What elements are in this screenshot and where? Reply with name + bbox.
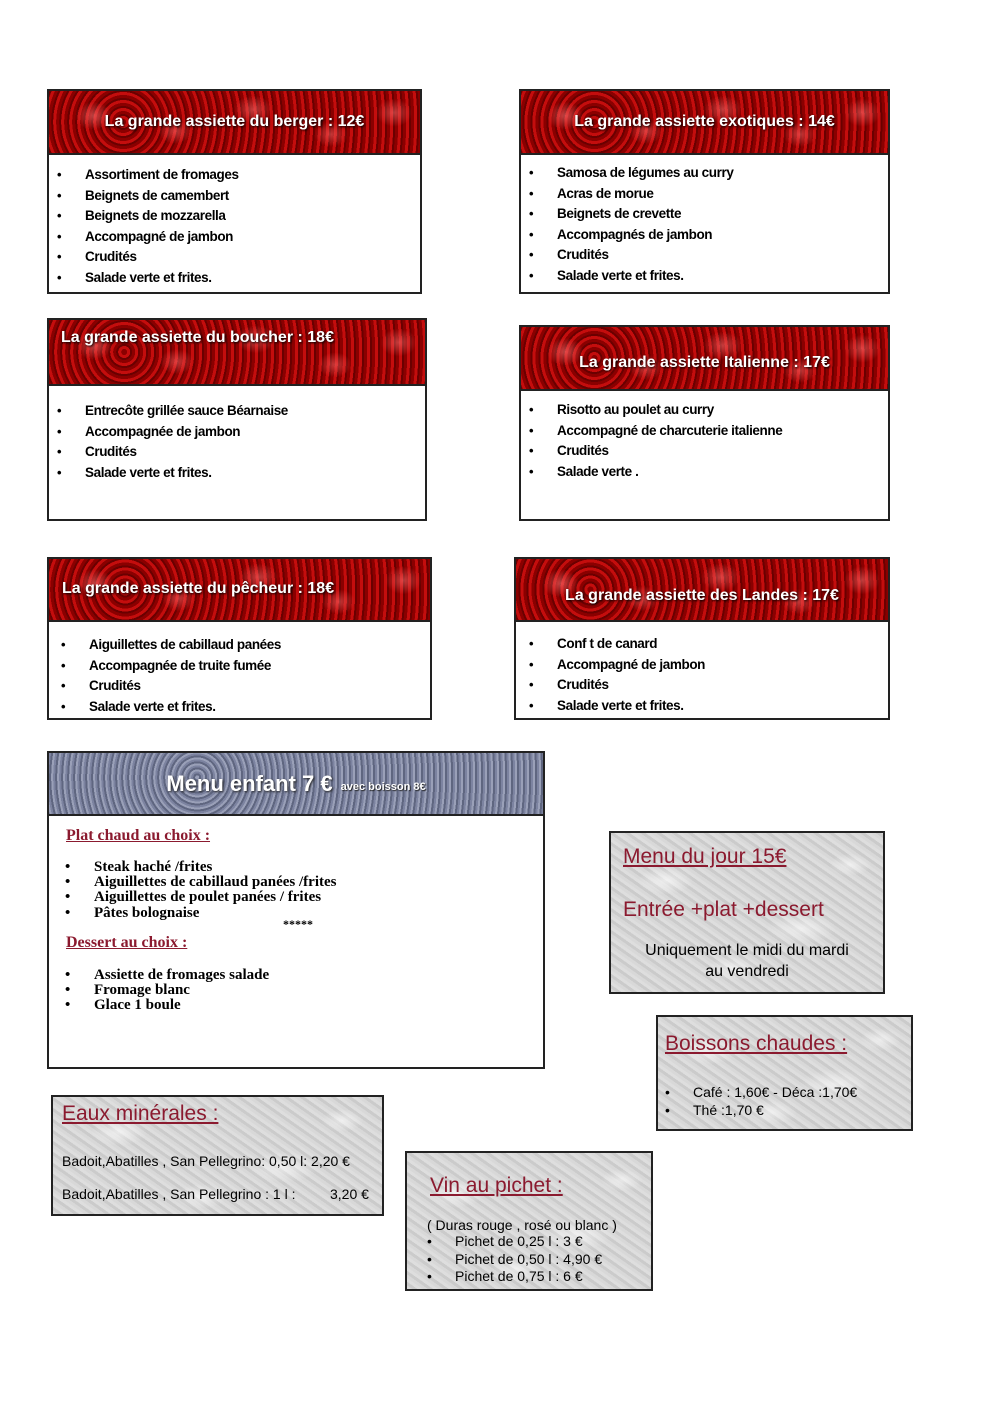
dessert-label: Dessert au choix : [66, 934, 188, 951]
list-item: • Aiguillettes de cabillaud panées [53, 635, 430, 656]
eaux-minerales-title: Eaux minérales : [62, 1102, 219, 1125]
menu-du-jour-note-2: au vendredi [705, 963, 789, 980]
list-item: • Accompagné de jambon [521, 655, 888, 676]
card-header [49, 559, 430, 622]
list-item: • Aiguillettes de poulet panées / frites [65, 890, 337, 905]
dessert-list [65, 968, 269, 1014]
list-item: • Beignets de crevette [521, 204, 888, 225]
kids-menu-subtitle: avec boisson 8€ [340, 780, 426, 793]
eaux-minerales [51, 1095, 384, 1216]
list-item: • Crudités [49, 442, 425, 463]
vin-note: ( Duras rouge , rosé ou blanc ) [427, 1217, 617, 1233]
plat-list [65, 860, 337, 921]
card-title: La grande assiette du boucher : 18€ [61, 329, 334, 346]
boissons-chaudes-title: Boissons chaudes : [665, 1032, 848, 1055]
menu-du-jour-title: Menu du jour 15€ [623, 845, 787, 868]
list-item: • Salade verte et frites. [521, 266, 888, 287]
list-item: • Crudités [49, 247, 420, 268]
list-item: • Crudités [521, 245, 888, 266]
boissons-chaudes [656, 1015, 913, 1131]
card-title: La grande assiette exotiques : 14€ [574, 113, 835, 130]
list-item: • Crudités [53, 676, 430, 697]
menu-du-jour-line: Entrée +plat +dessert [623, 898, 824, 921]
card-title: La grande assiette du berger : 12€ [104, 113, 365, 130]
card-landes [514, 557, 890, 720]
card-list [49, 165, 420, 289]
list-item: • Salade verte et frites. [53, 697, 430, 718]
plat-label: Plat chaud au choix : [66, 827, 211, 844]
card-list [521, 163, 888, 287]
kids-menu [47, 751, 545, 1069]
list-item: • Pâtes bolognaise [65, 906, 337, 921]
list-item: • Samosa de légumes au curry [521, 163, 888, 184]
boissons-chaudes-list [665, 1084, 857, 1119]
eaux-line-2: Badoit,Abatilles , San Pellegrino : 1 l : [62, 1186, 296, 1202]
list-item: • Accompagnée de jambon [49, 422, 425, 443]
list-item: • Risotto au poulet au curry [521, 400, 888, 421]
card-boucher [47, 318, 427, 521]
list-item: • Accompagné de jambon [49, 227, 420, 248]
separator: ***** [283, 917, 313, 931]
list-item: • Salade verte et frites. [49, 463, 425, 484]
card-exotiques [519, 89, 890, 294]
list-item: • Assortiment de fromages [49, 165, 420, 186]
card-header [521, 327, 888, 391]
list-item: • Conf t de canard [521, 634, 888, 655]
list-item: • Thé :1,70 € [665, 1102, 857, 1120]
vin-au-pichet [405, 1151, 653, 1291]
menu-du-jour [609, 831, 885, 994]
eaux-line-2-price: 3,20 € [330, 1186, 369, 1202]
list-item: • Pichet de 0,75 l : 6 € [427, 1268, 602, 1286]
card-italienne [519, 325, 890, 521]
list-item: • Entrecôte grillée sauce Béarnaise [49, 401, 425, 422]
list-item: • Crudités [521, 441, 888, 462]
card-header [521, 91, 888, 155]
card-title: La grande assiette des Landes : 17€ [565, 586, 839, 604]
list-item: • Accompagné de charcuterie italienne [521, 421, 888, 442]
card-pecheur [47, 557, 432, 720]
vin-list [427, 1233, 602, 1286]
eaux-line-1: Badoit,Abatilles , San Pellegrino: 0,50 l: 2,20 € [62, 1153, 350, 1169]
list-item: • Acras de morue [521, 184, 888, 205]
card-title: La grande assiette Italienne : 17€ [579, 354, 830, 371]
card-header [516, 559, 888, 622]
vin-title: Vin au pichet : [430, 1174, 563, 1197]
card-berger [47, 89, 422, 294]
menu-du-jour-note-1: Uniquement le midi du mardi [645, 942, 849, 959]
list-item: • Beignets de mozzarella [49, 206, 420, 227]
card-title: La grande assiette du pêcheur : 18€ [62, 580, 335, 597]
list-item: • Café : 1,60€ - Déca :1,70€ [665, 1084, 857, 1102]
card-list [521, 400, 888, 482]
list-item: • Salade verte . [521, 462, 888, 483]
kids-menu-title: Menu enfant 7 € [166, 770, 333, 796]
card-list [49, 401, 425, 483]
kids-menu-header [49, 753, 543, 816]
list-item: • Accompagnée de truite fumée [53, 656, 430, 677]
list-item: • Fromage blanc [65, 983, 269, 998]
list-item: • Glace 1 boule [65, 998, 269, 1013]
list-item: • Accompagnés de jambon [521, 225, 888, 246]
list-item: • Salade verte et frites. [521, 696, 888, 717]
list-item: • Salade verte et frites. [49, 268, 420, 289]
card-list [53, 635, 430, 717]
list-item: • Assiette de fromages salade [65, 968, 269, 983]
list-item: • Steak haché /frites [65, 860, 337, 875]
list-item: • Beignets de camembert [49, 186, 420, 207]
list-item: • Pichet de 0,25 l : 3 € [427, 1233, 602, 1251]
list-item: • Aiguillettes de cabillaud panées /frites [65, 875, 337, 890]
card-header [49, 320, 425, 386]
list-item: • Pichet de 0,50 l : 4,90 € [427, 1251, 602, 1269]
card-list [521, 634, 888, 716]
list-item: • Crudités [521, 675, 888, 696]
card-header [49, 91, 420, 155]
